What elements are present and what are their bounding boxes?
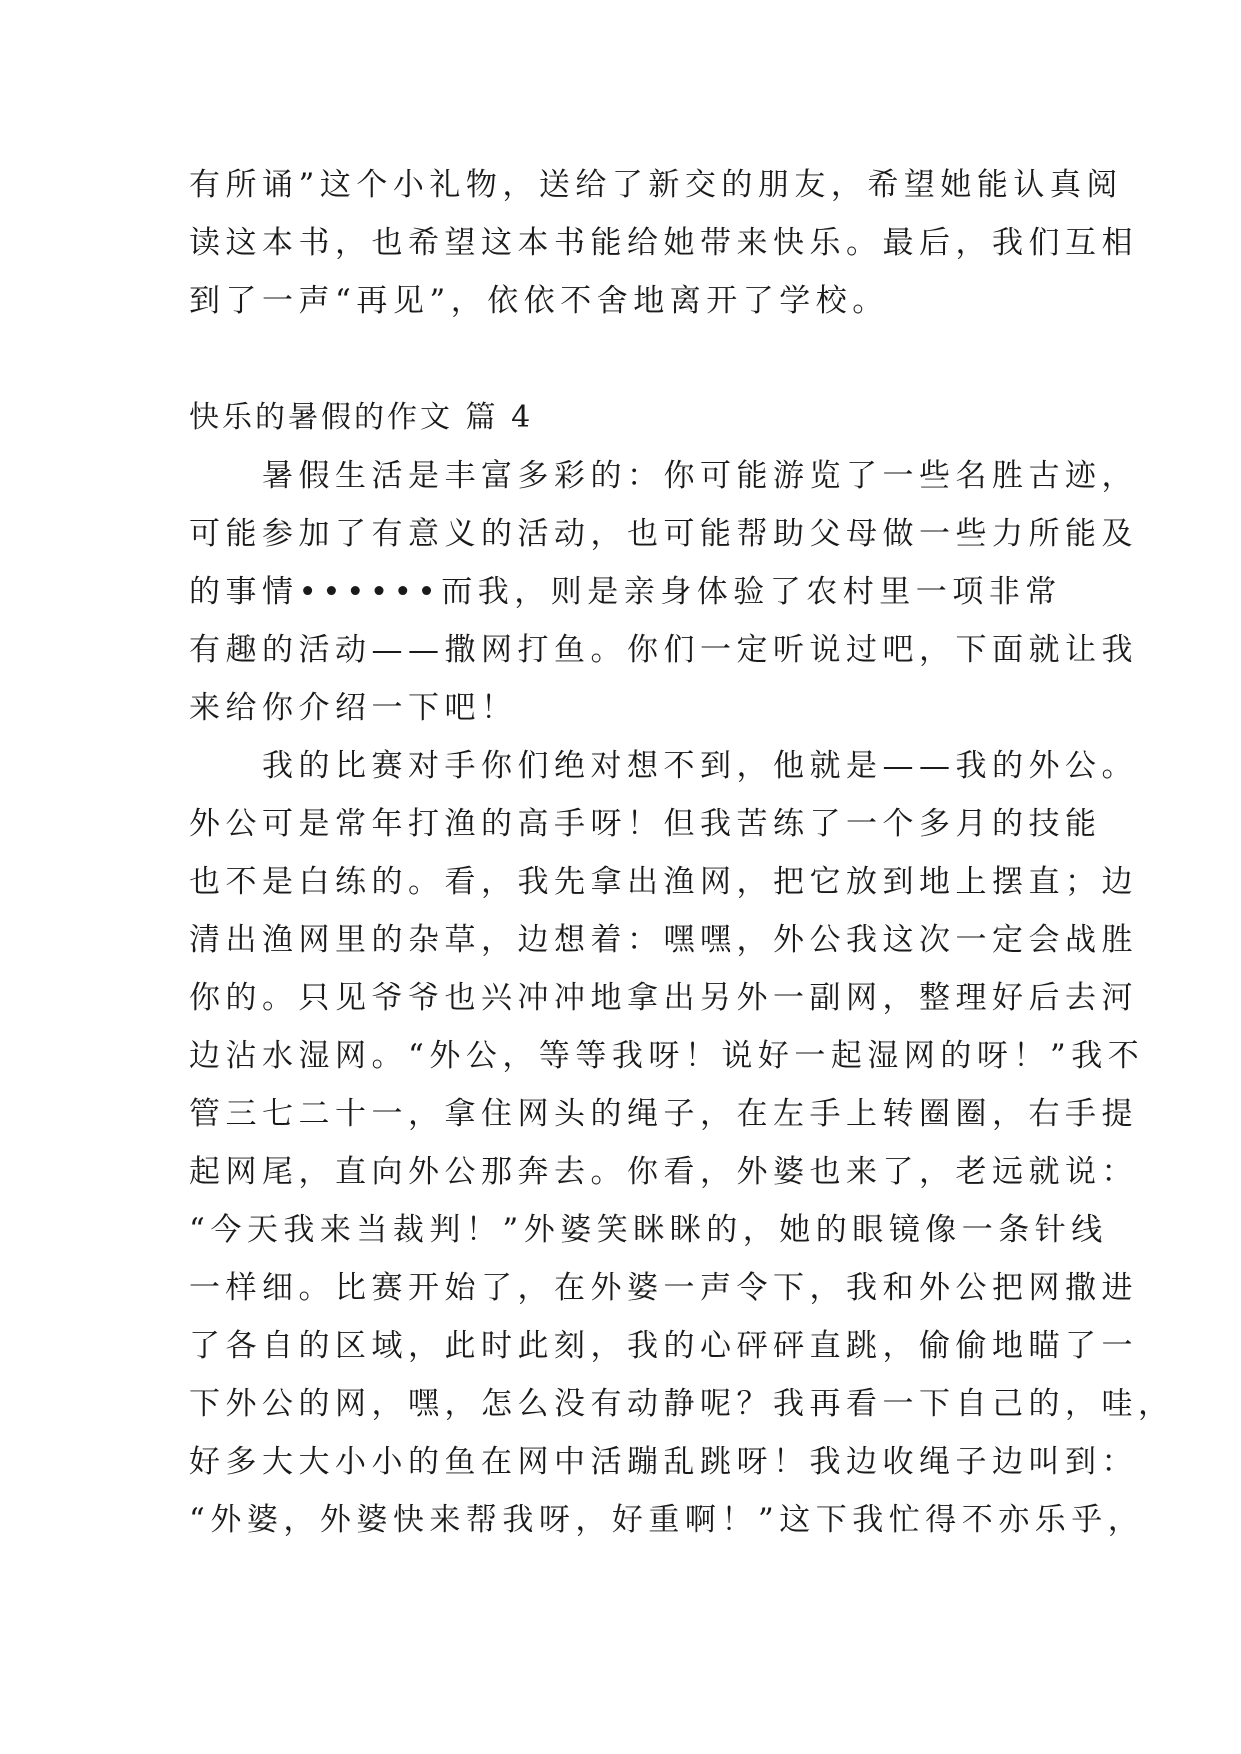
text-line: 一样细。比赛开始了，在外婆一声令下，我和外公把网撒进 (189, 1270, 1138, 1306)
text-line: 好多大大小小的鱼在网中活蹦乱跳呀！我边收绳子边叫到： (189, 1444, 1138, 1480)
text-line: 有所诵”这个小礼物，送给了新交的朋友，希望她能认真阅 (189, 167, 1123, 203)
text-line: 来给你介绍一下吧！ (189, 690, 518, 726)
section-title: 快乐的暑假的作文 篇 4 (189, 400, 534, 435)
text-line: “今天我来当裁判！”外婆笑眯眯的，她的眼镜像一条针线 (189, 1212, 1108, 1248)
text-line: 可能参加了有意义的活动，也可能帮助父母做一些力所能及 (189, 516, 1138, 552)
text-line: 也不是白练的。看，我先拿出渔网，把它放到地上摆直；边 (189, 864, 1138, 900)
text-line: 起网尾，直向外公那奔去。你看，外婆也来了，老远就说： (189, 1154, 1138, 1190)
text-line: 的事情••••••而我，则是亲身体验了农村里一项非常 (189, 574, 1062, 610)
text-line: 外公可是常年打渔的高手呀！但我苦练了一个多月的技能 (189, 806, 1102, 842)
text-line: “外婆，外婆快来帮我呀，好重啊！”这下我忙得不亦乐乎， (189, 1502, 1145, 1538)
text-line: 清出渔网里的杂草，边想着：嘿嘿，外公我这次一定会战胜 (189, 922, 1138, 958)
text-line: 你的。只见爷爷也兴冲冲地拿出另外一副网，整理好后去河 (189, 980, 1138, 1016)
text-line: 有趣的活动——撒网打鱼。你们一定听说过吧，下面就让我 (189, 632, 1138, 668)
text-line: 了各自的区域，此时此刻，我的心砰砰直跳，偷偷地瞄了一 (189, 1328, 1138, 1364)
text-line: 管三七二十一，拿住网头的绳子，在左手上转圈圈，右手提 (189, 1096, 1138, 1132)
text-line: 暑假生活是丰富多彩的：你可能游览了一些名胜古迹， (189, 458, 1138, 494)
text-line: 下外公的网，嘿，怎么没有动静呢？我再看一下自己的，哇， (189, 1386, 1175, 1422)
text-line: 边沾水湿网。“外公，等等我呀！说好一起湿网的呀！”我不 (189, 1038, 1145, 1074)
text-line: 读这本书，也希望这本书能给她带来快乐。最后，我们互相 (189, 225, 1138, 261)
text-line: 我的比赛对手你们绝对想不到，他就是——我的外公。 (189, 748, 1138, 784)
text-line: 到了一声“再见”，依依不舍地离开了学校。 (189, 283, 889, 319)
